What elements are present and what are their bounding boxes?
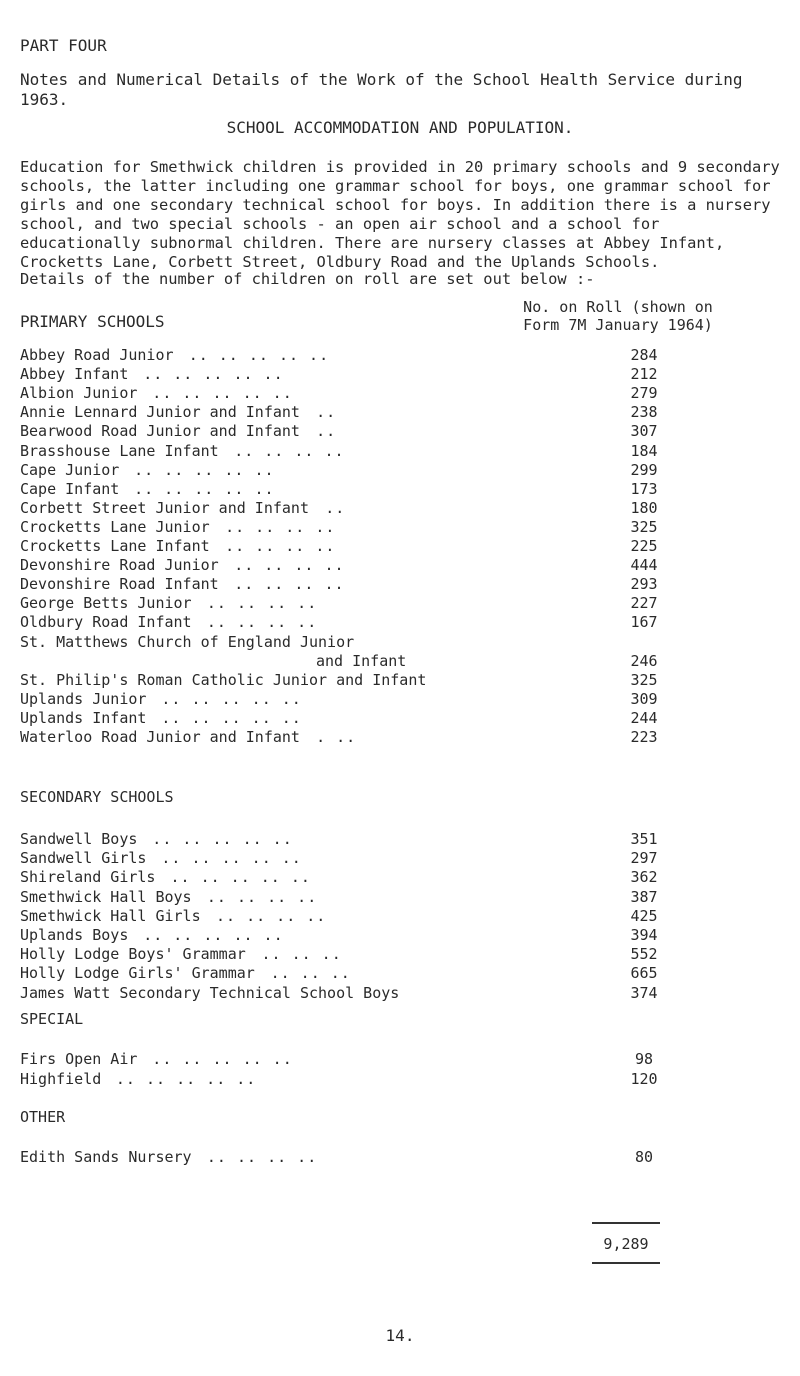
table-row	[20, 728, 740, 748]
roll-count: 299	[630, 460, 658, 479]
details-line: Details of the number of children on roll are set out below :-	[20, 270, 595, 288]
school-name: Uplands Infant	[20, 708, 147, 727]
table-row	[20, 537, 740, 557]
roll-count: 167	[630, 613, 658, 632]
leader-dots: .. .. .. ..	[234, 441, 345, 460]
table-row	[20, 422, 740, 442]
leader-dots: .. .. .. .. ..	[170, 868, 311, 887]
school-name: Highfield	[20, 1069, 102, 1088]
school-name: Corbett Street Junior and Infant	[20, 498, 309, 517]
leader-dots: .. .. .. .. ..	[188, 346, 330, 364]
intro-text: Notes and Numerical Details of the Work of the School Health Service during 1963.	[20, 70, 743, 109]
roll-count: 120	[630, 1069, 658, 1088]
leader-dots: .. .. .. .. ..	[161, 849, 302, 868]
leader-dots: ..	[316, 403, 337, 422]
roll-count: 665	[630, 964, 658, 983]
school-name: Smethwick Hall Girls	[20, 906, 201, 925]
roll-count: 394	[630, 926, 658, 944]
roll-count: 307	[630, 422, 658, 441]
table-row	[20, 690, 740, 710]
school-name: Uplands Boys	[20, 926, 129, 944]
school-name: Sandwell Boys	[20, 830, 138, 848]
table-row	[20, 1070, 740, 1090]
table-row	[20, 461, 740, 481]
part-label: PART FOUR	[20, 36, 107, 55]
table-row	[20, 945, 740, 965]
school-name: Sandwell Girls	[20, 849, 147, 868]
leader-dots: .. .. ..	[261, 945, 342, 964]
school-name: Uplands Junior	[20, 689, 147, 708]
total-rule-bottom	[592, 1262, 660, 1264]
leader-dots: .. .. .. ..	[206, 613, 318, 632]
leader-dots: .. .. .. .. ..	[115, 1069, 257, 1088]
roll-count: 246	[630, 651, 658, 670]
roll-count: 98	[634, 1050, 654, 1068]
other-schools-title: OTHER	[20, 1108, 66, 1126]
school-name: Albion Junior	[20, 384, 138, 403]
body-paragraph: Education for Smethwick children is provided in 20 primary schools and 9 secondary schools, the latter including one grammar school for boys, one grammar school for girls and one secondary technical school for boys. In addition there is a nursery school, and two special schools - an open air school and a school for educationally subnormal children. There are nursery classes at Abbey Infant, Crocketts Lane, Corbett Street, Oldbury Road and the Uplands Schools.	[20, 158, 780, 271]
leader-dots: .. .. .. .. ..	[143, 926, 284, 944]
roll-count: 362	[630, 868, 658, 887]
school-name: Cape Infant	[20, 479, 120, 498]
leader-dots: .. .. .. .. ..	[143, 365, 284, 384]
school-name: Devonshire Road Junior	[20, 556, 219, 575]
school-name: Abbey Infant	[20, 365, 129, 384]
leader-dots: .. .. .. ..	[234, 575, 345, 594]
school-name: Firs Open Air	[20, 1050, 138, 1068]
leader-dots: ..	[325, 498, 346, 517]
leader-dots: .. .. .. .. ..	[161, 708, 302, 727]
roll-count: 212	[630, 365, 658, 384]
table-row	[20, 1148, 740, 1168]
table-row	[20, 575, 740, 595]
total-rule-top	[592, 1222, 660, 1224]
roll-count: 227	[630, 594, 658, 613]
table-row	[20, 709, 740, 729]
roll-count: 180	[630, 498, 658, 517]
section-heading: SCHOOL ACCOMMODATION AND POPULATION.	[226, 118, 574, 137]
roll-count: 387	[630, 887, 658, 906]
secondary-schools-title: SECONDARY SCHOOLS	[20, 788, 174, 806]
school-name-continued: and Infant	[316, 651, 407, 670]
school-name: Cape Junior	[20, 460, 120, 479]
roll-count: 309	[630, 689, 658, 708]
table-row	[20, 888, 740, 908]
table-row	[20, 480, 740, 500]
school-name: St. Philip's Roman Catholic Junior and Infant	[20, 670, 427, 689]
primary-schools-title: PRIMARY SCHOOLS	[20, 312, 165, 331]
leader-dots: .. .. .. ..	[206, 594, 318, 613]
table-row	[20, 830, 740, 850]
roll-count: 325	[630, 670, 658, 689]
school-name: George Betts Junior	[20, 594, 192, 613]
roll-column-heading: No. on Roll (shown on Form 7M January 1964)	[523, 298, 713, 334]
leader-dots: .. .. .. .. ..	[152, 384, 293, 403]
grand-total: 9,289	[603, 1235, 649, 1253]
leader-dots: .. .. .. ..	[225, 537, 336, 555]
table-row	[20, 1050, 740, 1070]
roll-count: 351	[630, 830, 658, 848]
school-name: Oldbury Road Infant	[20, 613, 192, 632]
table-row	[20, 868, 740, 888]
roll-count: 279	[630, 384, 658, 403]
school-name: Annie Lennard Junior and Infant	[20, 403, 300, 422]
roll-count: 325	[630, 517, 658, 536]
leader-dots: .. .. .. ..	[206, 887, 318, 906]
table-row	[20, 849, 740, 869]
table-row	[20, 964, 740, 984]
table-row	[20, 671, 740, 691]
school-name: Bearwood Road Junior and Infant	[20, 422, 300, 441]
table-row	[20, 984, 740, 1004]
leader-dots: .. .. .. .. ..	[152, 1050, 293, 1068]
table-row	[20, 403, 740, 423]
school-name: Devonshire Road Infant	[20, 575, 219, 594]
table-row	[20, 556, 740, 576]
roll-count: 552	[630, 945, 658, 964]
school-name: Crocketts Lane Junior	[20, 517, 210, 536]
table-row	[20, 926, 740, 946]
school-name: Crocketts Lane Infant	[20, 537, 210, 555]
roll-count: 374	[630, 983, 658, 1002]
leader-dots: ..	[316, 422, 337, 441]
roll-count: 297	[630, 849, 658, 868]
roll-count: 444	[630, 556, 658, 575]
table-row	[20, 613, 740, 633]
roll-count: 425	[630, 906, 658, 925]
table-row	[20, 442, 740, 462]
school-name: Shireland Girls	[20, 868, 156, 887]
table-row	[20, 632, 740, 670]
table-row	[20, 518, 740, 538]
leader-dots: .. .. .. ..	[225, 517, 336, 536]
table-row	[20, 384, 740, 404]
school-name: Holly Lodge Girls' Grammar	[20, 964, 255, 983]
school-name: Smethwick Hall Boys	[20, 887, 192, 906]
page-number: 14.	[385, 1326, 415, 1345]
leader-dots: .. .. .. ..	[216, 906, 327, 925]
roll-count: 225	[630, 537, 658, 555]
roll-count: 80	[634, 1148, 654, 1166]
leader-dots: .. .. .. .. ..	[134, 479, 275, 498]
special-schools-title: SPECIAL	[20, 1010, 84, 1028]
roll-count: 293	[630, 575, 658, 594]
roll-count: 244	[630, 708, 658, 727]
table-row	[20, 499, 740, 519]
school-name: Edith Sands Nursery	[20, 1148, 192, 1166]
roll-count: 173	[630, 479, 658, 498]
leader-dots: . ..	[316, 727, 357, 746]
school-name: James Watt Secondary Technical School Boys	[20, 983, 400, 1002]
leader-dots: .. .. .. .. ..	[152, 830, 293, 848]
table-row	[20, 907, 740, 927]
school-name: Brasshouse Lane Infant	[20, 441, 219, 460]
roll-count: 184	[630, 441, 658, 460]
roll-count: 284	[630, 346, 658, 364]
school-name: Holly Lodge Boys' Grammar	[20, 945, 246, 964]
table-row	[20, 365, 740, 385]
leader-dots: .. .. ..	[270, 964, 351, 983]
leader-dots: .. .. .. ..	[234, 556, 345, 575]
table-row	[20, 346, 740, 366]
leader-dots: .. .. .. .. ..	[134, 460, 275, 479]
leader-dots: .. .. .. ..	[206, 1148, 318, 1166]
roll-count: 238	[630, 403, 658, 422]
roll-count: 223	[630, 727, 658, 746]
table-row	[20, 594, 740, 614]
leader-dots: .. .. .. .. ..	[161, 689, 302, 708]
school-name: St. Matthews Church of England Junior	[20, 632, 355, 651]
school-name: Waterloo Road Junior and Infant	[20, 727, 300, 746]
school-name: Abbey Road Junior	[20, 346, 174, 364]
